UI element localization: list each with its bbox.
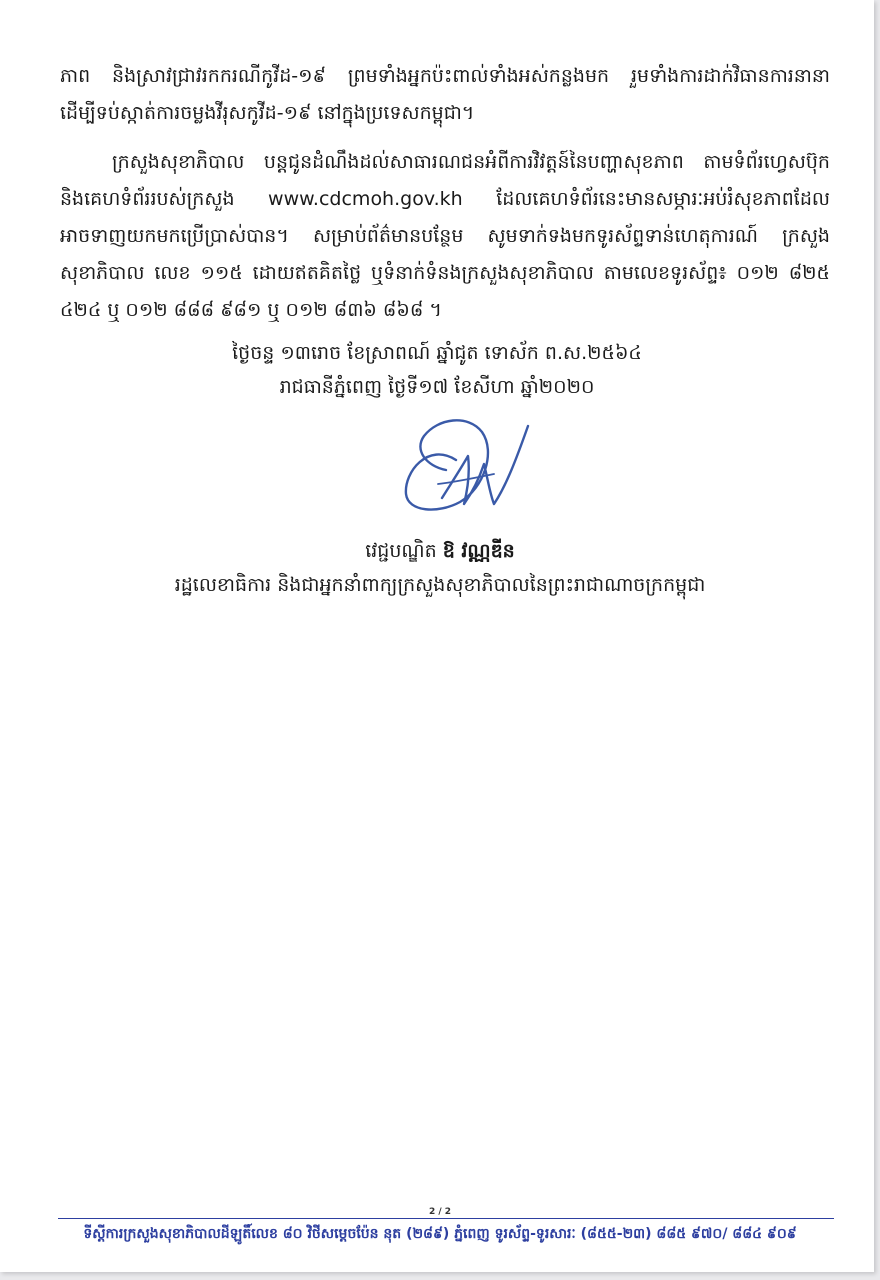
signer-prefix: វេជ្ជបណ្ឌិត (365, 540, 437, 562)
signer-block (0, 534, 880, 602)
date-block (0, 336, 874, 404)
body-paragraph-1: ភាព និងស្រាវជ្រាវរកករណីកូវីដ-១៩ ព្រមទាំងអ្នកប៉ះពាល់ទាំងអស់កន្លងមក រួមទាំងការដាក់វិធានការនានា ដើម្បីទប់ស្កាត់ការចម្លងវីរុសកូវីដ-១៩ នៅក្នុងប្រទេសកម្ពុជា។ (60, 65, 830, 124)
signature-image (398, 412, 538, 522)
footer-divider (58, 1218, 834, 1219)
page-number: 2 / 2 (428, 1207, 452, 1217)
body-paragraph-2: ក្រសួងសុខាភិបាល បន្តជូនដំណឹងដល់សាធារណជនអំពីការវិវត្តន៍នៃបញ្ហាសុខភាព តាមទំព័រហ្វេសប៊ុក និងគេហទំព័ររបស់ក្រសួង www.cdcmoh.gov.kh ដែលគេហទំព័រនេះមានសម្ភារៈអប់រំសុខភាពដែលអាចទាញយកមកប្រើប្រាស់បាន។ សម្រាប់ព័ត៌មានបន្ថែម សូមទាក់ទងមកទូរស័ព្ទទាន់ហេតុការណ៍ ក្រសួងសុខាភិបាល លេខ ១១៥ ដោយឥតគិតថ្លៃ ឬទំនាក់ទំនងក្រសួងសុខាភិបាល តាមលេខទូរស័ព្ទ៖ ០១២ ៨២៥ ៤២៤ ឬ ០១២ ៨៨៨ ៩៨១ ឬ ០១២ ៨៣៦ ៨៦៨ ។ (60, 151, 830, 321)
signer-name: ឱ វណ្ណឌីន (442, 540, 515, 562)
lunar-date: ថ្ងៃចន្ទ ១៣រោច ខែស្រាពណ៍ ឆ្នាំជូត ទោស័ក ព.ស.២៥៦៤ (232, 342, 642, 364)
signer-line (0, 534, 880, 568)
signer-title: រដ្ឋលេខាធិការ និងជាអ្នកនាំពាក្យក្រសួងសុខាភិបាលនៃព្រះរាជាណាចក្រកម្ពុជា (174, 574, 706, 596)
footer-address: ទីស្តីការក្រសួងសុខាភិបាលដីឡូតិ៍លេខ ៨០ វិថីសម្តេចប៉ែន នុត (២៨៩) ភ្នំពេញ ទូរស័ព្ទ-ទូរសារៈ (៨៥៥-២៣) ៨៨៥ ៩៧០/ ៨៨៤ ៩០៩ (83, 1226, 797, 1242)
solar-date: រាជធានីភ្នំពេញ ថ្ងៃទី១៧ ខែសីហា ឆ្នាំ២០២០ (279, 376, 595, 398)
